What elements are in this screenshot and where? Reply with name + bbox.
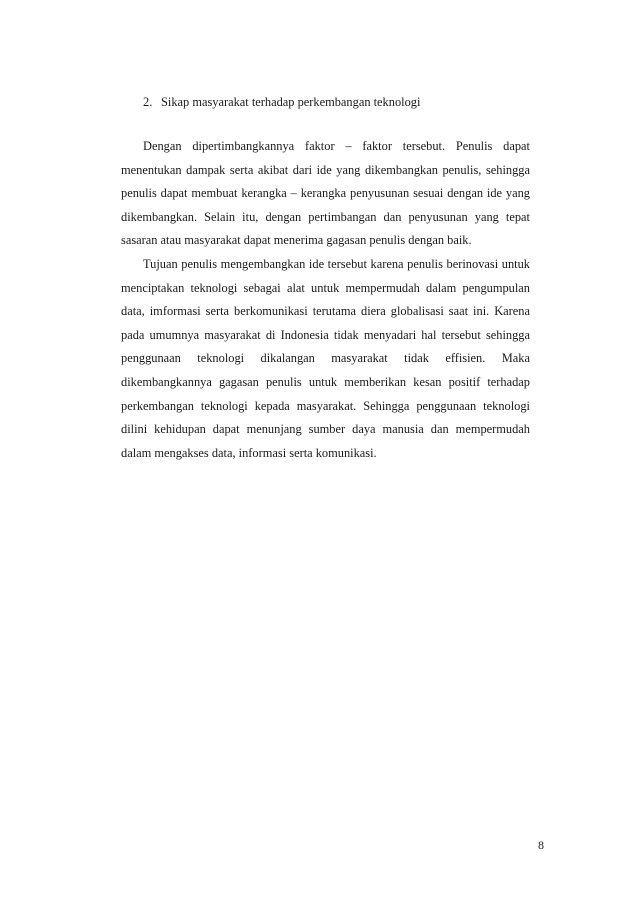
body-text — [121, 135, 530, 465]
section-heading — [143, 94, 420, 110]
page-number: 8 — [538, 838, 544, 852]
paragraph-2: Tujuan penulis mengembangkan ide tersebut karena penulis berinovasi untuk menciptakan teknologi sebagai alat untuk mempermudah dalam pengumpulan data, imformasi serta berkomunikasi terutama diera globalisasi saat ini. Karena pada umumnya masyarakat di Indonesia tidak menyadari hal tersebut sehingga penggunaan teknologi dikalangan masyarakat tidak effisien. Maka dikembangkannya gagasan penulis untuk memberikan kesan positif terhadap perkembangan teknologi kepada masyarakat. Sehingga penggunaan teknologi dilini kehidupan dapat menunjang sumber daya manusia dan mempermudah dalam mengakses data, informasi serta komunikasi. — [121, 256, 530, 460]
paragraph-1: Dengan dipertimbangkannya faktor – faktor tersebut. Penulis dapat menentukan dampak serta akibat dari ide yang dikembangkan penulis, sehingga penulis dapat membuat kerangka – kerangka penyusunan sesuai dengan ide yang dikembangkan. Selain itu, dengan pertimbangan dan penyusunan yang tepat sasaran atau masyarakat dapat menerima gagasan penulis dengan baik. — [121, 139, 530, 248]
section-title: Sikap masyarakat terhadap perkembangan teknologi — [161, 95, 421, 109]
section-number: 2. — [143, 95, 153, 109]
